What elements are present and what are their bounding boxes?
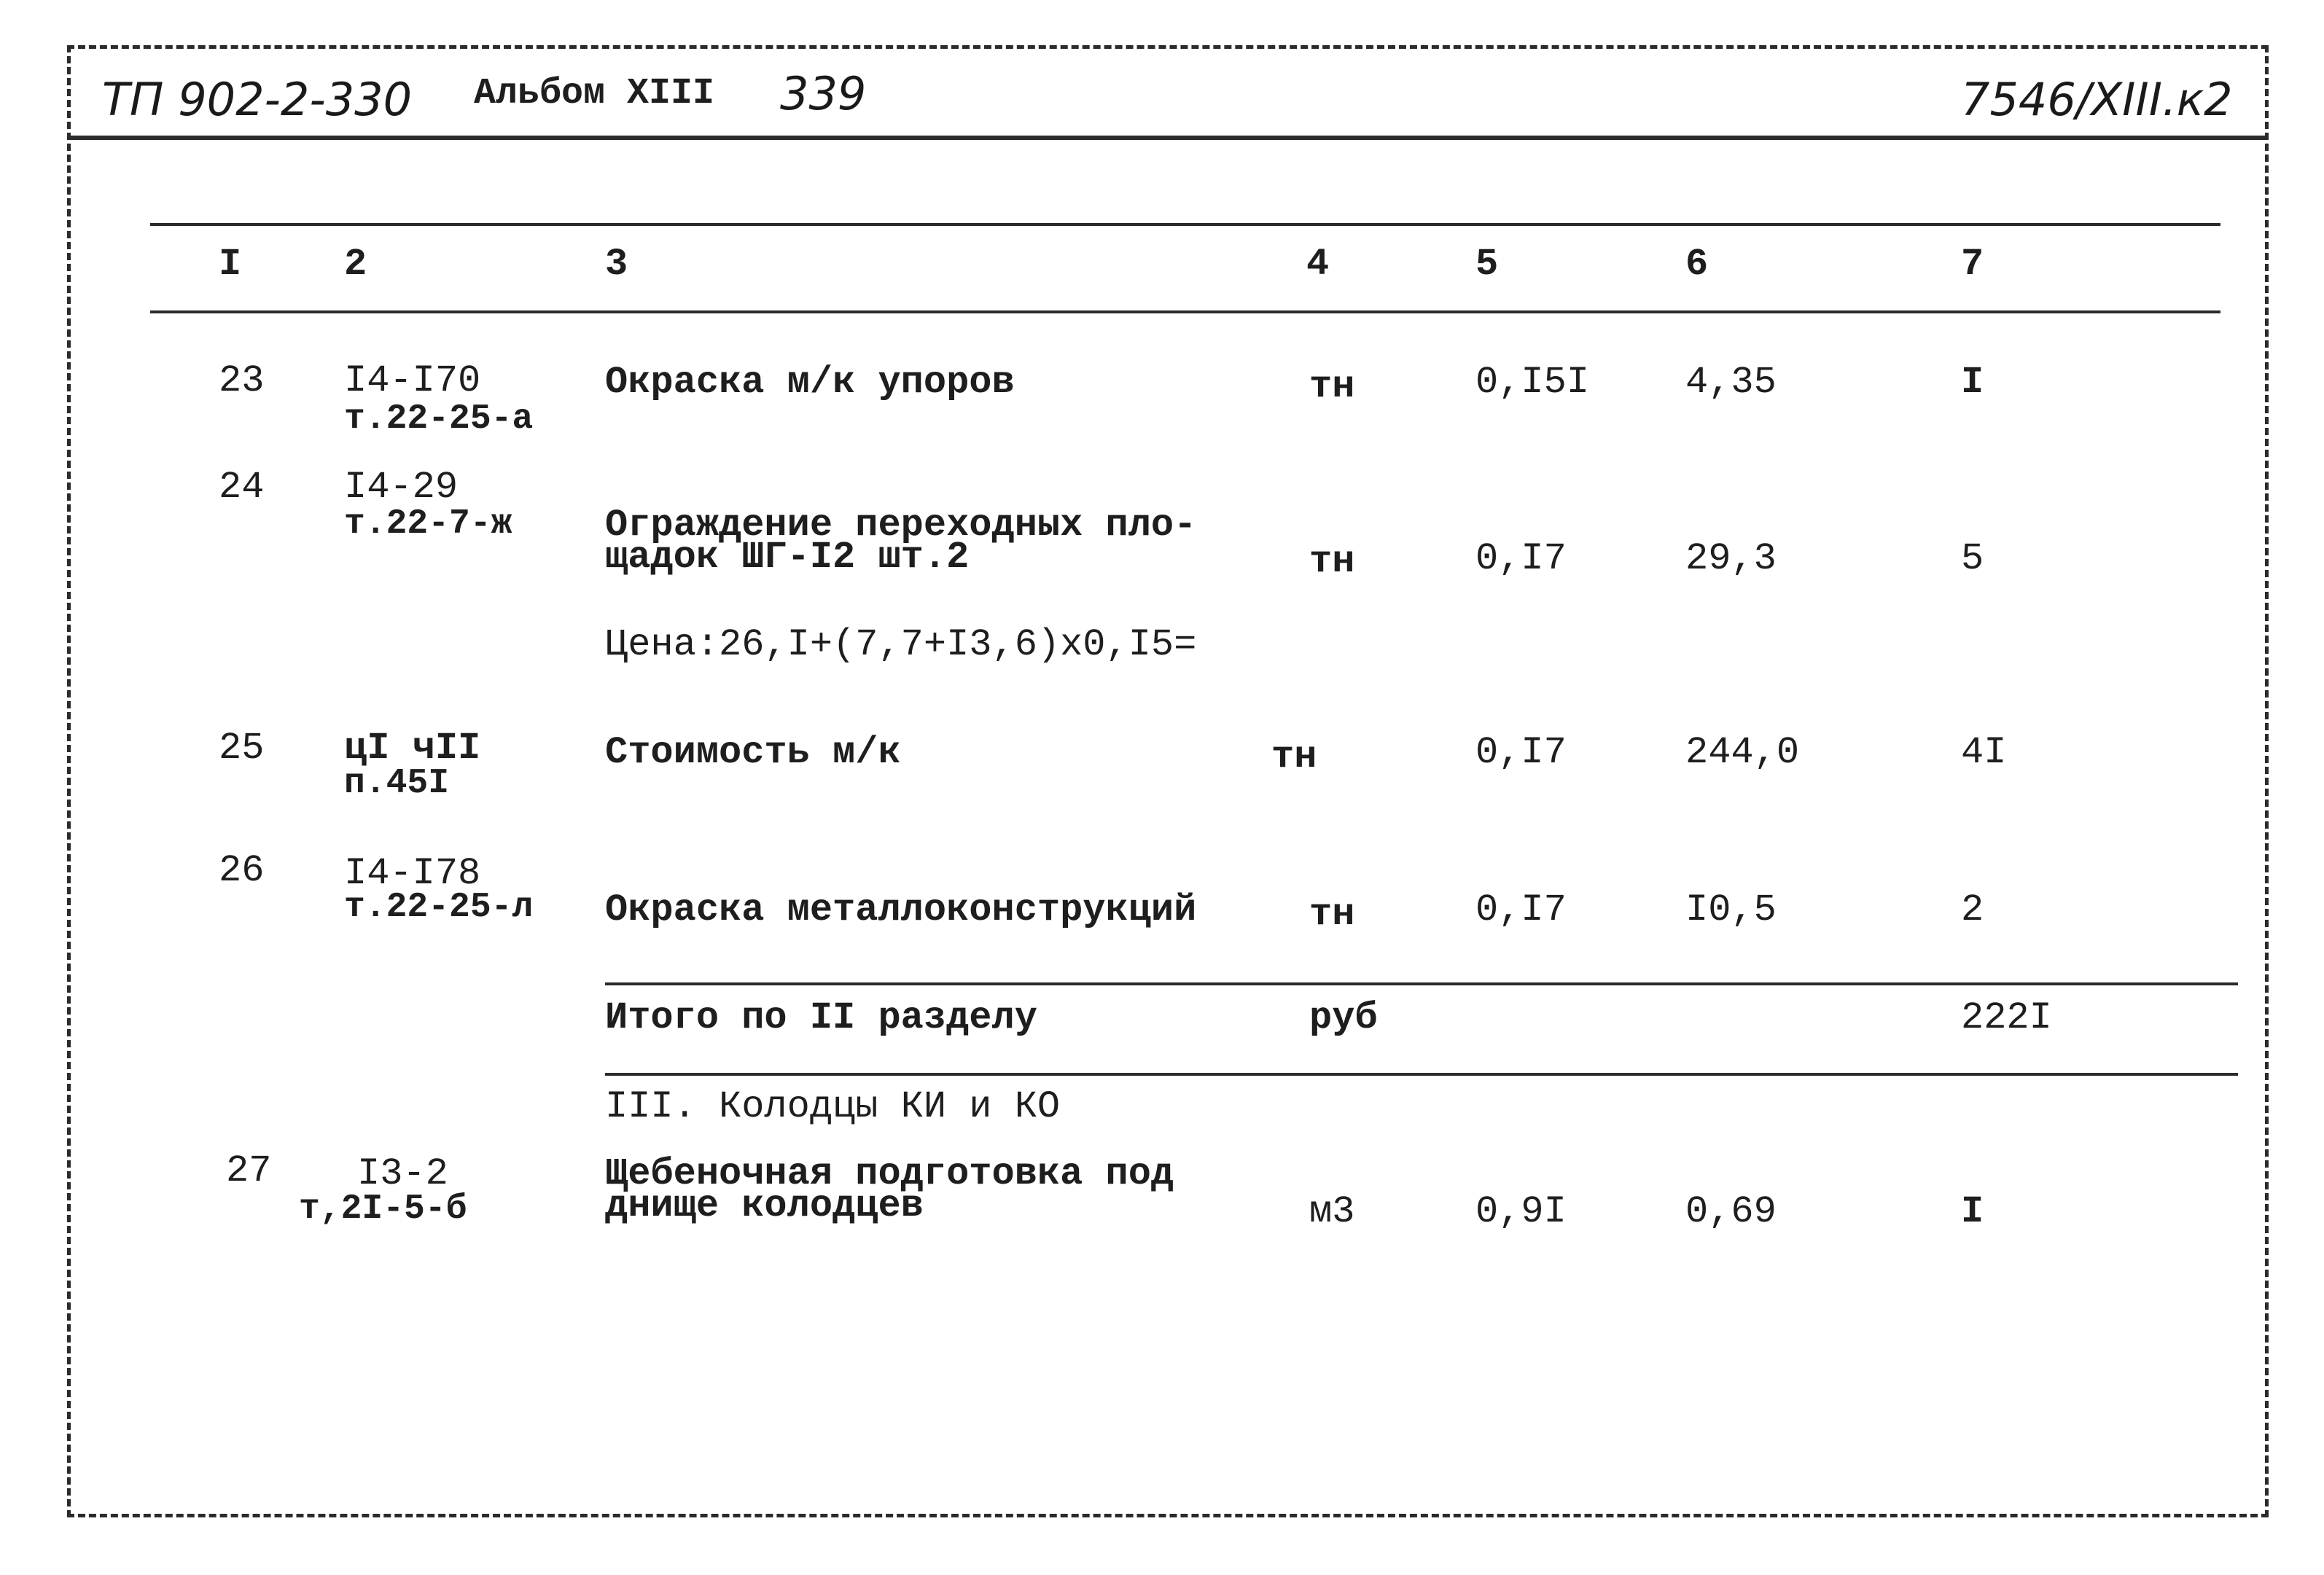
work-description-cont: щадок ШГ-I2 шт.2 <box>605 536 970 579</box>
total-cost: I <box>1961 1190 1984 1233</box>
quantity: 0,I5I <box>1475 361 1590 404</box>
table-top-rule <box>150 223 2220 226</box>
unit: тн <box>1309 893 1355 936</box>
column-header-7: 7 <box>1961 243 1984 286</box>
section-total-label: Итого по II разделу <box>605 996 1037 1039</box>
column-header-4: 4 <box>1306 243 1330 286</box>
project-number: ТП 902-2-330 <box>102 73 413 126</box>
unit: тн <box>1309 365 1355 408</box>
section-heading: III. Колодцы КИ и КО <box>605 1085 1061 1128</box>
unit-price: I0,5 <box>1685 888 1777 931</box>
total-cost: I <box>1961 361 1984 404</box>
work-description-cont: днище колодцев <box>605 1184 924 1227</box>
norm-code: I3-2 <box>357 1152 448 1195</box>
norm-code: I4-I78 <box>344 852 481 895</box>
header-divider <box>67 136 2269 140</box>
unit-price: 0,69 <box>1685 1190 1777 1233</box>
norm-reference: п.45I <box>344 764 450 803</box>
unit-price: 29,3 <box>1685 537 1777 580</box>
section-total-value: 222I <box>1961 996 2052 1039</box>
column-header-rule <box>150 310 2220 313</box>
column-header-2: 2 <box>344 243 367 286</box>
column-header-3: 3 <box>605 243 628 286</box>
quantity: 0,9I <box>1475 1190 1567 1233</box>
unit-price: 244,0 <box>1685 731 1800 774</box>
unit-price: 4,35 <box>1685 361 1777 404</box>
row-number: 24 <box>219 466 265 509</box>
unit: м3 <box>1309 1190 1355 1233</box>
album-label: Альбом XIII <box>474 73 715 114</box>
column-header-5: 5 <box>1475 243 1499 286</box>
total-cost: 2 <box>1961 888 1984 931</box>
page-number: 339 <box>780 67 867 120</box>
norm-code: цI чII <box>344 727 481 770</box>
unit: тн <box>1309 540 1355 583</box>
column-header-6: 6 <box>1685 243 1709 286</box>
row-number: 25 <box>219 727 265 770</box>
norm-code: I4-I70 <box>344 359 481 402</box>
row-number: 27 <box>226 1149 272 1192</box>
work-description: Окраска м/к упоров <box>605 361 1015 404</box>
section-total-unit: руб <box>1309 996 1378 1039</box>
norm-reference: т.22-25-а <box>344 399 534 439</box>
row-number: 23 <box>219 359 265 402</box>
unit: тн <box>1271 735 1317 778</box>
norm-reference: т,2I-5-б <box>299 1189 467 1229</box>
work-description: Окраска металлоконструкций <box>605 888 1197 931</box>
row-number: 26 <box>219 849 265 892</box>
document-code: 7546/XIII.к2 <box>1961 73 2233 126</box>
quantity: 0,I7 <box>1475 731 1567 774</box>
quantity: 0,I7 <box>1475 537 1567 580</box>
quantity: 0,I7 <box>1475 888 1567 931</box>
column-header-1: I <box>219 243 242 286</box>
work-description: Стоимость м/к <box>605 731 901 774</box>
total-cost: 4I <box>1961 731 2007 774</box>
total-cost: 5 <box>1961 537 1984 580</box>
norm-reference: т.22-7-ж <box>344 504 512 544</box>
work-description: Щебеночная подготовка под <box>605 1152 1174 1195</box>
norm-reference: т.22-25-л <box>344 888 534 927</box>
price-calculation-note: Цена:26,I+(7,7+I3,6)x0,I5= <box>605 623 1197 666</box>
total-bottom-rule <box>605 1073 2238 1076</box>
norm-code: I4-29 <box>344 466 459 509</box>
total-top-rule <box>605 982 2238 985</box>
work-description: Ограждение переходных пло- <box>605 504 1197 547</box>
